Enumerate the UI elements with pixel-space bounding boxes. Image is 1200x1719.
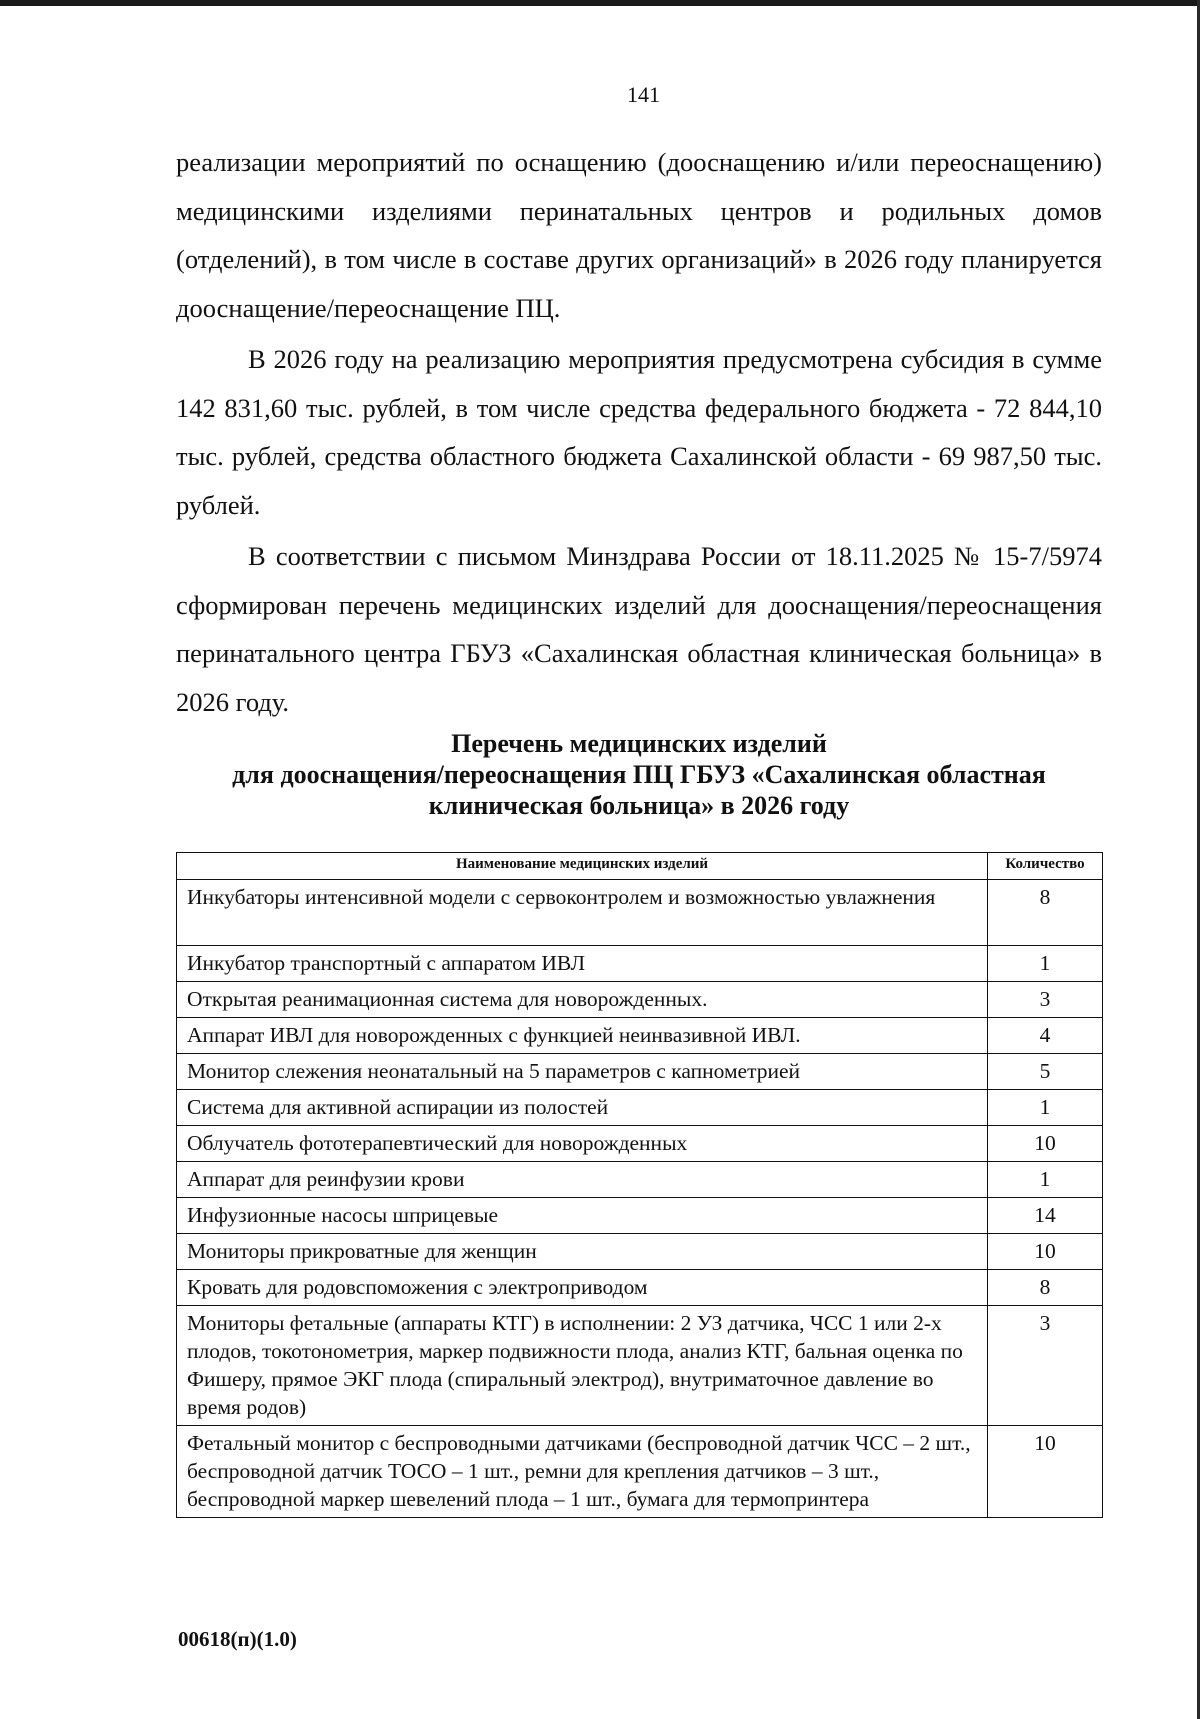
table-row [177,1306,1103,1426]
item-qty: 14 [988,1198,1103,1234]
table-row [177,1426,1103,1518]
paragraph-continuation: реализации мероприятий по оснащению (дооснащению и/или переоснащению) медицинскими изделиями перинатальных центров и родильных домов (отделений), в том числе в составе других организаций» в 2026 году планируется дооснащение/переоснащение ПЦ. [176,147,1102,323]
item-name: Фетальный монитор с беспроводными датчиками (беспроводной датчик ЧСС – 2 шт., беспроводной датчик ТОСО – 1 шт., ремни для крепления датчиков – 3 шт., беспроводной маркер шевелений плода – 1 шт., бумага для термопринтера [177,1426,988,1518]
item-qty: 3 [988,1306,1103,1426]
page-number: 141 [627,82,660,107]
item-name: Открытая реанимационная система для новорожденных. [177,982,988,1018]
table-row [177,1018,1103,1054]
item-name: Кровать для родовспоможения с электроприводом [177,1270,988,1306]
column-header-name: Наименование медицинских изделий [177,853,988,880]
item-name: Облучатель фототерапевтический для новорожденных [177,1126,988,1162]
table-row [177,1090,1103,1126]
body-text [176,138,1102,729]
paragraph-subsidy: В 2026 году на реализацию мероприятия предусмотрена субсидия в сумме 142 831,60 тыс. рублей, в том числе средства федерального бюджета - 72 844,10 тыс. рублей, средства областного бюджета Сахалинской области - 69 987,50 тыс. рублей. [176,344,1102,520]
table-title-line: Перечень медицинских изделий [451,729,827,758]
item-qty: 10 [988,1426,1103,1518]
item-name: Система для активной аспирации из полостей [177,1090,988,1126]
table-title-line: для дооснащения/переоснащения ПЦ ГБУЗ «Сахалинская областная [232,760,1046,789]
table-header-row [177,853,1103,880]
item-qty: 8 [988,1270,1103,1306]
item-qty: 1 [988,946,1103,982]
item-name: Инкубаторы интенсивной модели с сервоконтролем и возможностью увлажнения [177,880,988,946]
item-name: Инфузионные насосы шприцевые [177,1198,988,1234]
item-qty: 1 [988,1090,1103,1126]
item-qty: 1 [988,1162,1103,1198]
table-title-line: клиническая больница» в 2026 году [428,791,850,820]
table-row [177,1270,1103,1306]
item-qty: 5 [988,1054,1103,1090]
table-row [177,1162,1103,1198]
table-row [177,1234,1103,1270]
table-row [177,946,1103,982]
table-row [177,1054,1103,1090]
table-row [177,1126,1103,1162]
item-qty: 4 [988,1018,1103,1054]
table-row [177,1198,1103,1234]
item-name: Аппарат ИВЛ для новорожденных с функцией неинвазивной ИВЛ. [177,1018,988,1054]
item-qty: 10 [988,1126,1103,1162]
item-qty: 3 [988,982,1103,1018]
medical-items-table [176,852,1103,1518]
item-name: Инкубатор транспортный с аппаратом ИВЛ [177,946,988,982]
paragraph-ministry-letter: В соответствии с письмом Минздрава России от 18.11.2025 № 15-7/5974 сформирован перечень медицинских изделий для дооснащения/переоснащения перинатального центра ГБУЗ «Сахалинская областная клиническая больница» в 2026 году. [176,541,1102,717]
table-title [176,728,1102,821]
document-code: 00618(п)(1.0) [178,1627,297,1651]
item-qty: 8 [988,880,1103,946]
item-name: Монитор слежения неонатальный на 5 параметров с капнометрией [177,1054,988,1090]
item-name: Мониторы прикроватные для женщин [177,1234,988,1270]
table-row [177,880,1103,946]
table-row [177,982,1103,1018]
scan-edge-top [0,0,1200,6]
column-header-qty: Количество [988,853,1103,880]
item-name: Аппарат для реинфузии крови [177,1162,988,1198]
item-name: Мониторы фетальные (аппараты КТГ) в исполнении: 2 УЗ датчика, ЧСС 1 или 2-х плодов, токотонометрия, маркер подвижности плода, анализ КТГ, бальная оценка по Фишеру, прямое ЭКГ плода (спиральный электрод), внутриматочное давление во время родов) [177,1306,988,1426]
item-qty: 10 [988,1234,1103,1270]
